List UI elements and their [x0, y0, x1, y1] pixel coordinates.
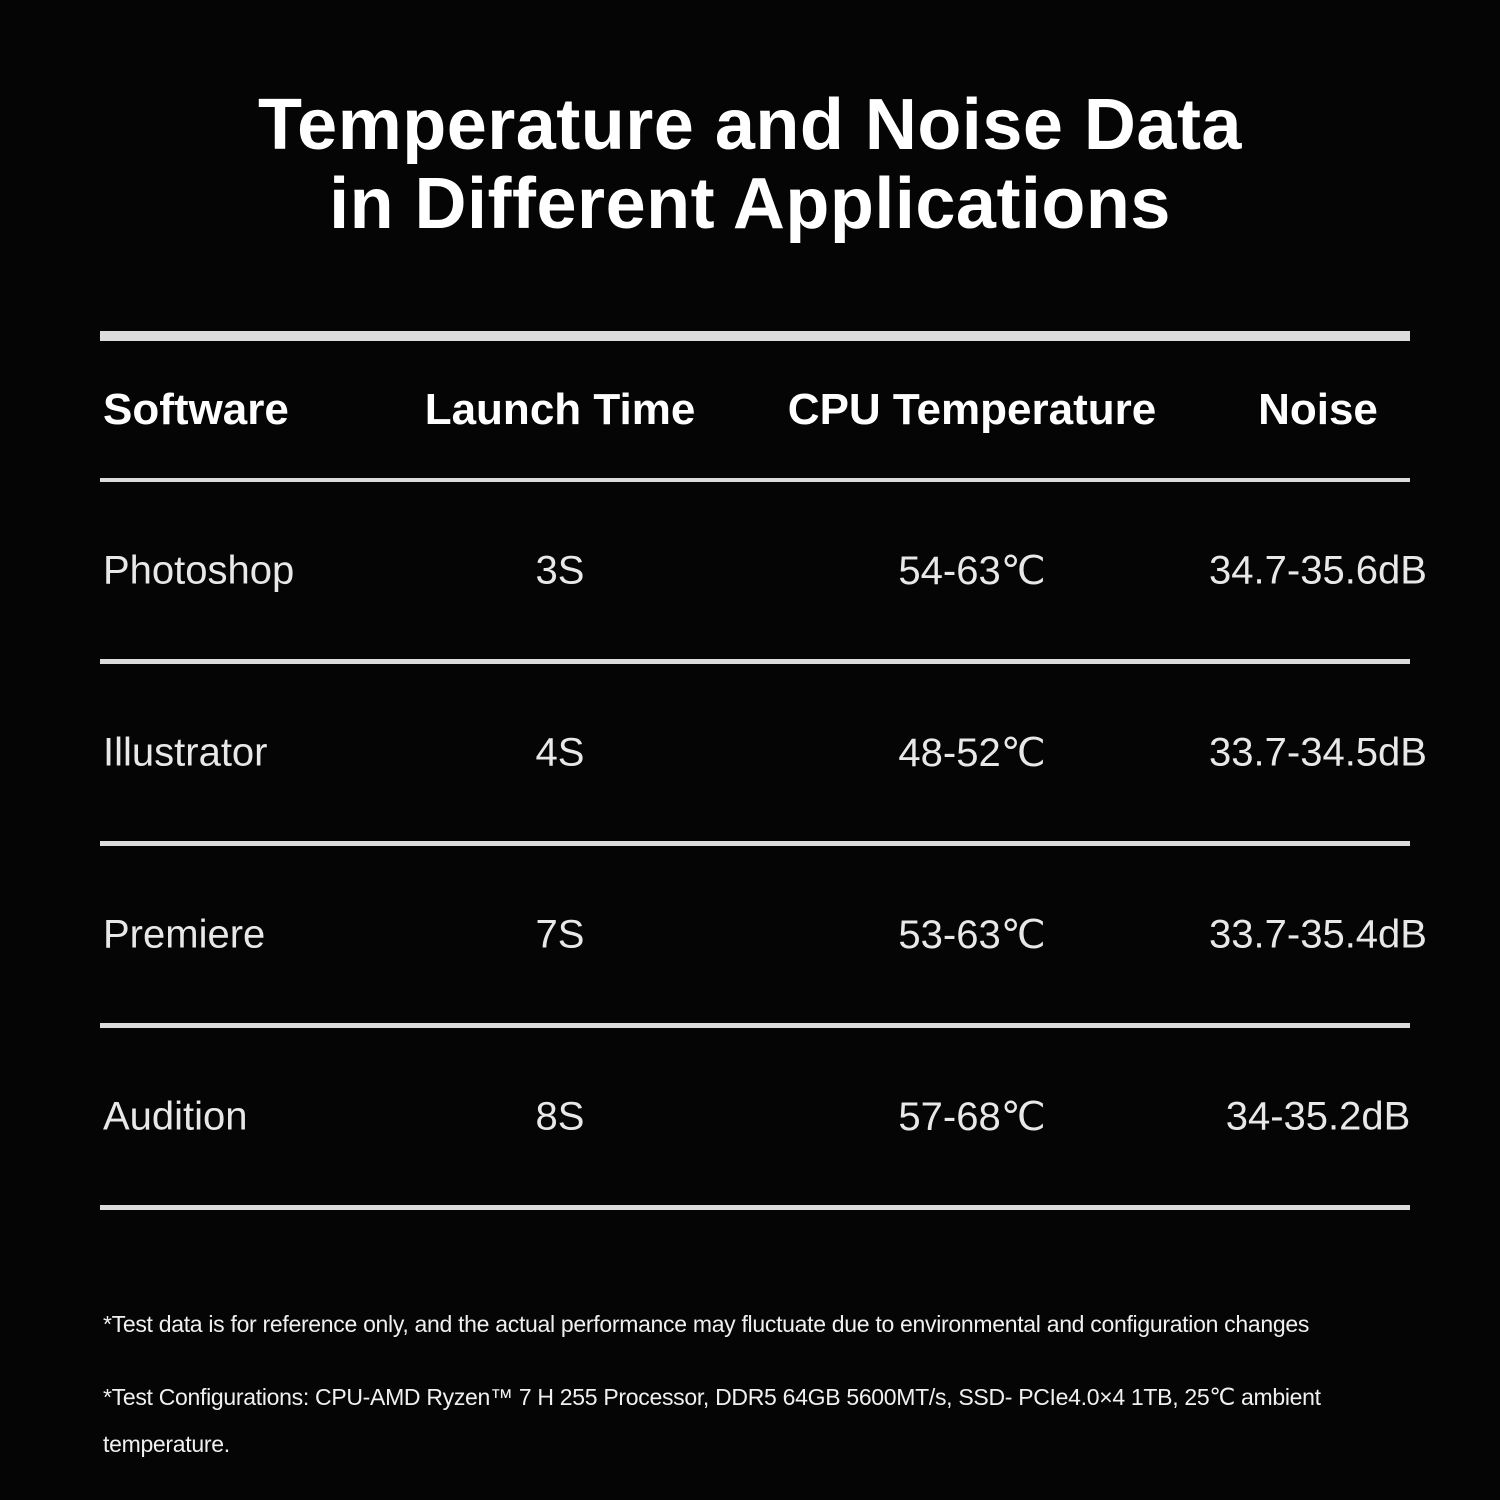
cpu-temperature-cell: 54-63℃ — [898, 548, 1046, 593]
noise-cell: 33.7-35.4dB — [1209, 912, 1427, 956]
software-cell: Premiere — [103, 912, 266, 956]
column-header-software: Software — [103, 384, 289, 434]
launch-time-cell: 3S — [535, 548, 585, 592]
table-row — [100, 846, 1427, 1023]
footnote-test-data: *Test data is for reference only, and the actual performance may fluctuate due to environmental and configuration changes — [103, 1311, 1310, 1337]
software-cell: Audition — [103, 1094, 248, 1138]
table-row — [100, 1028, 1410, 1205]
footnotes — [103, 1306, 1448, 1468]
temperature-noise-table — [100, 331, 1427, 1210]
launch-time-cell: 7S — [535, 912, 585, 956]
table-body — [100, 482, 1427, 1210]
launch-time-cell: 4S — [535, 730, 585, 774]
page-title-line-2: in Different Applications — [329, 164, 1171, 244]
noise-cell: 33.7-34.5dB — [1209, 730, 1427, 774]
launch-time-cell: 8S — [535, 1094, 585, 1138]
table-row — [100, 482, 1427, 659]
cpu-temperature-cell: 57-68℃ — [898, 1094, 1046, 1139]
page-title — [0, 86, 1500, 244]
footnote-test-configurations: *Test Configurations: CPU-AMD Ryzen™ 7 H 255 Processor, DDR5 64GB 5600MT/s, SSD- PCIe4.0×4 1TB, 25℃ ambient temperature. — [103, 1384, 1321, 1457]
row-divider-rule — [100, 1205, 1410, 1210]
table-header-row — [100, 341, 1410, 478]
cpu-temperature-cell: 48-52℃ — [898, 730, 1046, 775]
column-header-launch-time: Launch Time — [424, 384, 696, 434]
noise-cell: 34-35.2dB — [1225, 1094, 1411, 1138]
table-row — [100, 664, 1427, 841]
software-cell: Illustrator — [103, 730, 268, 774]
software-cell: Photoshop — [103, 548, 295, 592]
noise-cell: 34.7-35.6dB — [1209, 548, 1427, 592]
table-top-rule — [100, 331, 1410, 341]
column-header-noise: Noise — [1258, 384, 1378, 434]
column-header-cpu-temperature: CPU Temperature — [787, 384, 1157, 434]
page-title-line-1: Temperature and Noise Data — [258, 85, 1242, 165]
cpu-temperature-cell: 53-63℃ — [898, 912, 1046, 957]
